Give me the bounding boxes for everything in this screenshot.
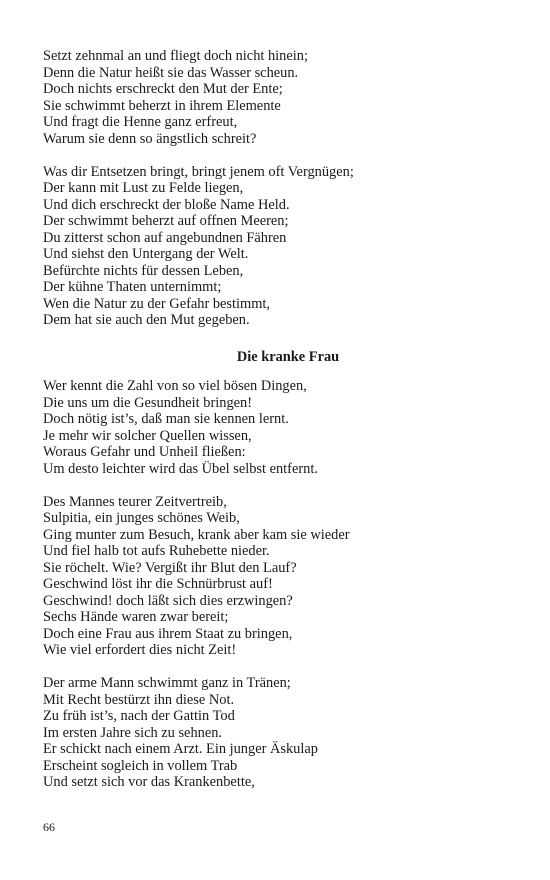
verse-line: Die uns um die Gesundheit bringen! bbox=[43, 394, 253, 411]
verse-line: Zu früh ist’s, nach der Gattin Tod bbox=[43, 708, 235, 724]
verse-line: Und setzt sich vor das Krankenbette, bbox=[43, 774, 255, 790]
verse-line: Sie schwimmt beherzt in ihrem Elemente bbox=[43, 97, 281, 114]
verse-line: Dem hat sie auch den Mut gegeben. bbox=[43, 312, 250, 328]
stanza-gap bbox=[43, 659, 513, 676]
verse-line: Sie röchelt. Wie? Vergißt ihr Blut den Lauf? bbox=[43, 559, 297, 576]
poem-continuation bbox=[43, 48, 513, 329]
verse-line: Und siehst den Untergang der Welt. bbox=[43, 246, 249, 262]
verse-line: Des Mannes teurer Zeitvertreib, bbox=[43, 493, 227, 510]
poem-title: Die kranke Frau bbox=[236, 348, 340, 365]
verse-line: Befürchte nichts für dessen Leben, bbox=[43, 262, 244, 279]
verse-line: Doch nötig ist’s, daß man sie kennen lernt. bbox=[43, 411, 289, 427]
verse-line: Warum sie denn so ängstlich schreit? bbox=[43, 130, 257, 147]
verse-line: Doch nichts erschreckt den Mut der Ente; bbox=[43, 81, 283, 97]
page-number: 66 bbox=[43, 820, 55, 834]
verse-line: Geschwind löst ihr die Schnürbrust auf! bbox=[43, 576, 273, 592]
verse-line: Sechs Hände waren zwar bereit; bbox=[43, 609, 229, 625]
verse-line: Im ersten Jahre sich zu sehnen. bbox=[43, 724, 223, 741]
verse-line: Setzt zehnmal an und fliegt doch nicht hinein; bbox=[43, 48, 308, 64]
verse-line: Je mehr wir solcher Quellen wissen, bbox=[43, 427, 252, 444]
poem-text-block bbox=[43, 48, 513, 791]
verse-line: Geschwind! doch läßt sich dies erzwingen? bbox=[43, 592, 293, 609]
verse-line: Erscheint sogleich in vollem Trab bbox=[43, 757, 238, 774]
verse-line: Wie viel erfordert dies nicht Zeit! bbox=[43, 642, 237, 658]
verse-line: Er schickt nach einem Arzt. Ein junger Äskulap bbox=[43, 741, 318, 757]
poem-body bbox=[43, 378, 513, 791]
verse-line: Und dich erschreckt der bloße Name Held. bbox=[43, 196, 290, 213]
stanza-gap bbox=[43, 477, 513, 494]
verse-line: Der kühne Thaten unternimmt; bbox=[43, 279, 222, 295]
stanza bbox=[43, 494, 513, 659]
stanza-gap bbox=[43, 147, 513, 164]
verse-line: Sulpitia, ein junges schönes Weib, bbox=[43, 510, 240, 526]
verse-line: Wen die Natur zu der Gefahr bestimmt, bbox=[43, 295, 271, 312]
verse-line: Denn die Natur heißt sie das Wasser scheun. bbox=[43, 64, 299, 81]
verse-line: Der arme Mann schwimmt ganz in Tränen; bbox=[43, 675, 291, 691]
stanza bbox=[43, 675, 513, 791]
verse-line: Ging munter zum Besuch, krank aber kam sie wieder bbox=[43, 526, 350, 543]
verse-line: Was dir Entsetzen bringt, bringt jenem oft Vergnügen; bbox=[43, 163, 354, 180]
verse-line: Der schwimmt beherzt auf offnen Meeren; bbox=[43, 213, 289, 229]
stanza bbox=[43, 164, 513, 329]
verse-line: Woraus Gefahr und Unheil fließen: bbox=[43, 444, 246, 460]
verse-line: Doch eine Frau aus ihrem Staat zu bringen, bbox=[43, 625, 293, 642]
verse-line: Der kann mit Lust zu Felde liegen, bbox=[43, 180, 244, 196]
verse-line: Und fiel halb tot aufs Ruhebette nieder. bbox=[43, 543, 270, 559]
stanza bbox=[43, 48, 513, 147]
verse-line: Mit Recht bestürzt ihn diese Not. bbox=[43, 691, 235, 708]
verse-line: Du zitterst schon auf angebundnen Fähren bbox=[43, 229, 287, 246]
verse-line: Und fragt die Henne ganz erfreut, bbox=[43, 114, 238, 130]
verse-line: Wer kennt die Zahl von so viel bösen Dingen, bbox=[43, 378, 307, 394]
stanza bbox=[43, 378, 513, 477]
verse-line: Um desto leichter wird das Übel selbst entfernt. bbox=[43, 460, 318, 477]
